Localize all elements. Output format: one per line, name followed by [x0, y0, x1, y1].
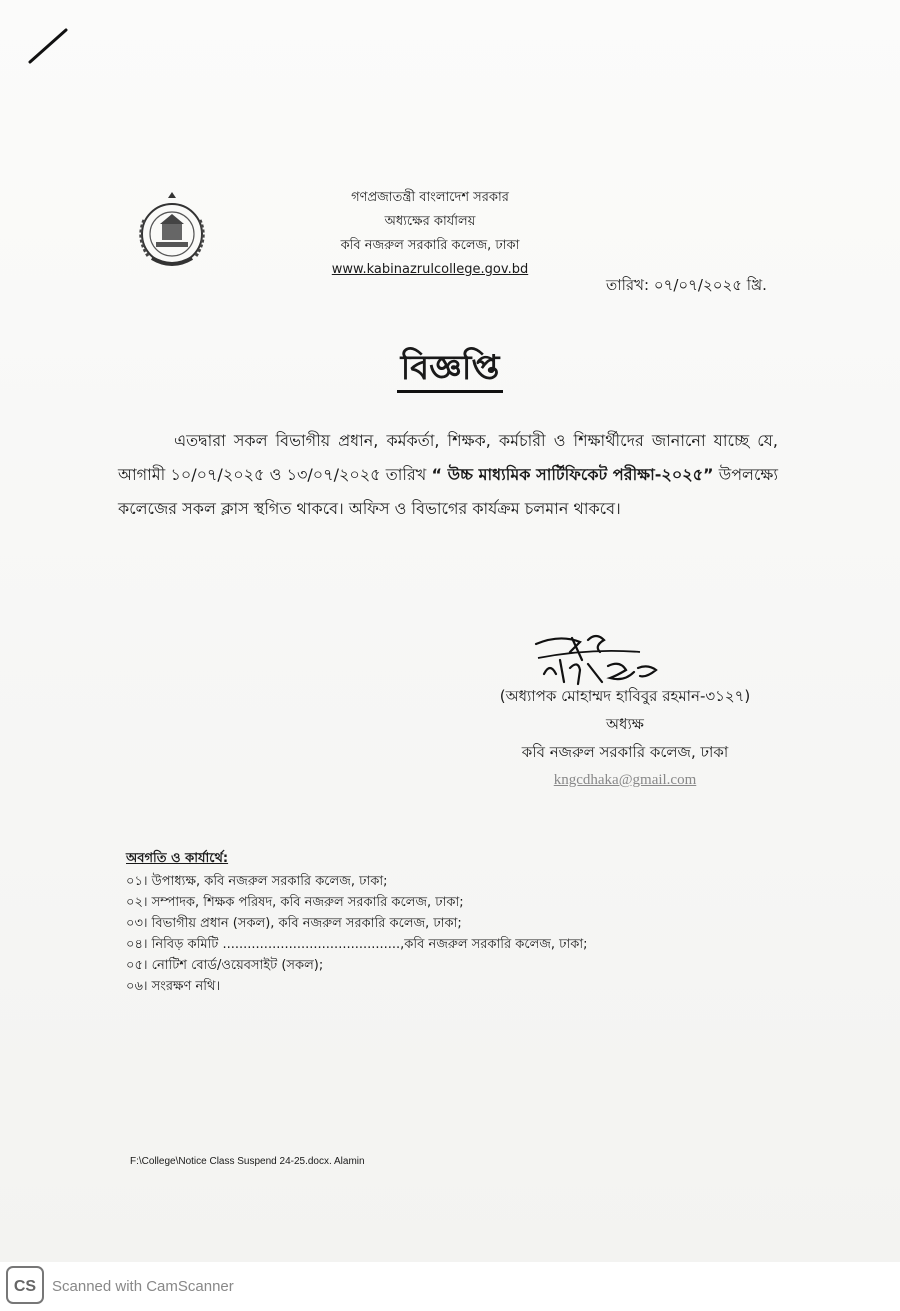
distribution-list	[126, 848, 646, 997]
office-header	[300, 186, 560, 282]
distribution-heading: অবগতি ও কার্যার্থে:	[126, 851, 229, 866]
exam-name: “ উচ্চ মাধ্যমিক সার্টিফিকেট পরীক্ষা-২০২৫”	[431, 465, 714, 484]
signatory-name: (অধ্যাপক মোহাম্মদ হাবিবুর রহমান-৩১২৭)	[499, 687, 751, 705]
website-link[interactable]: www.kabinazrulcollege.gov.bd	[331, 262, 529, 277]
notice-date: তারিখ: ০৭/০৭/২০২৫ খ্রি.	[606, 276, 767, 294]
college-line: কবি নজরুল সরকারি কলেজ, ঢাকা	[340, 238, 520, 253]
distribution-item: ০১। উপাধ্যক্ষ, কবি নজরুল সরকারি কলেজ, ঢাকা;	[126, 874, 388, 889]
file-path-footer: F:\College\Notice Class Suspend 24-25.docx. Alamin	[130, 1156, 365, 1167]
camscanner-logo-icon	[6, 1266, 44, 1304]
distribution-item: ০২। সম্পাদক, শিক্ষক পরিষদ, কবি নজরুল সরকারি কলেজ, ঢাকা;	[126, 895, 464, 910]
distribution-item: ০৪। নিবিড় কমিটি ...........................................,কবি নজরুল সরকারি কলেজ, ঢাকা;	[126, 937, 588, 952]
camscanner-logo-text: CS	[13, 1278, 37, 1295]
notice-paragraph	[118, 424, 778, 526]
body-text-part2: উপলক্ষ্যে কলেজের সকল ক্লাস স্থগিত থাকবে। অফিস ও বিভাগের কার্যক্রম চলমান থাকবে।	[118, 465, 779, 518]
notice-title-text: বিজ্ঞপ্তি	[397, 348, 504, 393]
contact-email[interactable]: kngcdhaka@gmail.com	[553, 772, 697, 788]
handwritten-signature	[530, 630, 680, 690]
camscanner-label: Scanned with CamScanner	[52, 1278, 234, 1295]
body-text-part1: এতদ্বারা সকল বিভাগীয় প্রধান, কর্মকর্তা, শিক্ষক, কর্মচারী ও শিক্ষার্থীদের জানানো যাচ্ছে যে, আগামী ১০/০৭/২০২৫ ও ১৩/০৭/২০২৫ তারিখ	[118, 431, 778, 484]
signature-block	[470, 682, 780, 794]
college-emblem-icon	[130, 190, 214, 274]
notice-title	[0, 342, 900, 399]
pen-stroke-mark	[26, 26, 70, 66]
signatory-designation: অধ্যক্ষ	[606, 715, 644, 733]
notice-body	[118, 424, 778, 526]
distribution-item: ০৩। বিভাগীয় প্রধান (সকল), কবি নজরুল সরকারি কলেজ, ঢাকা;	[126, 916, 462, 931]
government-line: গণপ্রজাতন্ত্রী বাংলাদেশ সরকার	[351, 190, 509, 205]
distribution-item: ০৫। নোটিশ বোর্ড/ওয়েবসাইট (সকল);	[126, 958, 324, 973]
office-line: অধ্যক্ষের কার্যালয়	[384, 214, 476, 229]
distribution-item: ০৬। সংরক্ষণ নথি।	[126, 979, 221, 994]
signatory-institution: কবি নজরুল সরকারি কলেজ, ঢাকা	[521, 743, 729, 761]
